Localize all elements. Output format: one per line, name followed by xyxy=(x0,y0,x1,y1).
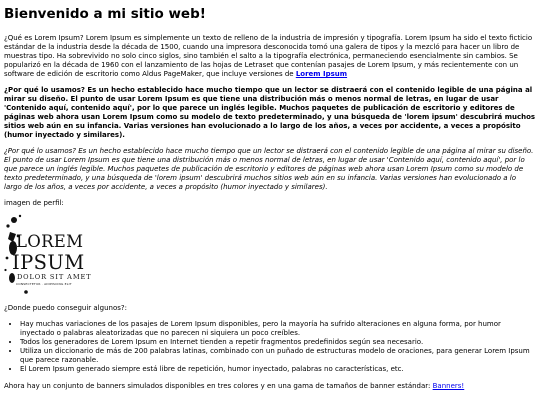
features-list xyxy=(4,320,536,374)
intro-text: ¿Qué es Lorem Ipsum? Lorem Ipsum es simplemente un texto de relleno de la industria de impresión y tipografía. Lorem Ipsum ha sido el texto ficticio estándar de la industria desde la década de 1500, cuando una impresora desconocida tomó una galera de tipos y la mezcló para hacer un libro de muestras tipo. Ha sobrevivido no solo cinco siglos, sino también el salto a la tipografía electrónica, permaneciendo esencialmente sin cambios. Se popularizó en la década de 1960 con el lanzamiento de las hojas de Letraset que contenían pasajes de Lorem Ipsum, y más recientemente con un software de edición de escritorio como Aldus PageMaker, que incluye versiones de xyxy=(4,34,533,78)
list-item: • Hay muchas variaciones de los pasajes de Lorem Ipsum disponibles, pero la mayoría ha sufrido alteraciones en alguna forma, por humor inyectado o palabras aleatorizadas que no parecen ni siquiera un poco creíbles. xyxy=(20,320,536,338)
logo-line2: IPSUM xyxy=(12,251,85,274)
list-item: • Todos los generadores de Lorem Ipsum en Internet tienden a repetir fragmentos predefinidos según sea necesario. xyxy=(20,338,536,347)
logo-line3: DOLOR SIT AMET xyxy=(17,273,92,281)
italic-paragraph: ¿Por qué lo usamos? Es un hecho establecido hace mucho tiempo que un lector se distraerá con el contenido legible de una página al mirar su diseño. El punto de usar Lorem Ipsum es que tiene una distribución más o menos normal de letras, en lugar de usar 'Contenido aquí, contenido aquí', por lo que parece un inglés legible. Muchos paquetes de publicación de escritorio y editores de páginas web ahora usan Lorem Ipsum como su modelo de texto predeterminado, y una búsqueda de 'lorem ipsum' descubrirá muchos sitios web aún en su infancia. Varias versiones han evolucionado a lo largo de los años, a veces por accidente, a veces a propósito (humor inyectado y similares). xyxy=(4,147,534,191)
image-label: imagen de perfil: xyxy=(4,199,64,207)
banner-text: Ahora hay un conjunto de banners simulados disponibles en tres colores y en una gama de tamaños de banner estándar: xyxy=(4,382,433,390)
logo-line1: LOREM xyxy=(16,232,84,251)
profile-image xyxy=(4,212,104,298)
list-item: • El Lorem Ipsum generado siempre está libre de repetición, humor inyectado, palabras no características, etc. xyxy=(20,365,536,374)
lorem-ipsum-link[interactable]: Lorem Ipsum xyxy=(295,70,348,78)
page-title: Bienvenido a mi sitio web! xyxy=(4,6,206,22)
logo-line4: CONSECTETUR · ADIPISCING ELIT xyxy=(16,282,72,286)
bold-paragraph: ¿Por qué lo usamos? Es un hecho establecido hace mucho tiempo que un lector se distraerá con el contenido legible de una página al mirar su diseño. El punto de usar Lorem Ipsum es que tiene una distribución más o menos normal de letras, en lugar de usar 'Contenido aquí, contenido aquí', por lo que parece un inglés legible. Muchos paquetes de publicación de escritorio y editores de páginas web ahora usan Lorem Ipsum como su modelo de texto predeterminado, y una búsqueda de 'lorem ipsum' descubrirá muchos sitios web aún en su infancia. Varias versiones han evolucionado a lo largo de los años, a veces por accidente, a veces a propósito (humor inyectado y similares). xyxy=(4,86,536,139)
intro-paragraph xyxy=(4,34,536,79)
list-heading: ¿Donde puedo conseguir algunos?: xyxy=(4,304,127,312)
banner-paragraph xyxy=(4,382,536,391)
banners-link[interactable]: Banners! xyxy=(432,382,465,390)
lorem-ipsum-logo xyxy=(4,212,104,298)
list-item: • Utiliza un diccionario de más de 200 palabras latinas, combinado con un puñado de estructuras modelo de oraciones, para generar Lorem Ipsum que parece razonable. xyxy=(20,347,536,365)
